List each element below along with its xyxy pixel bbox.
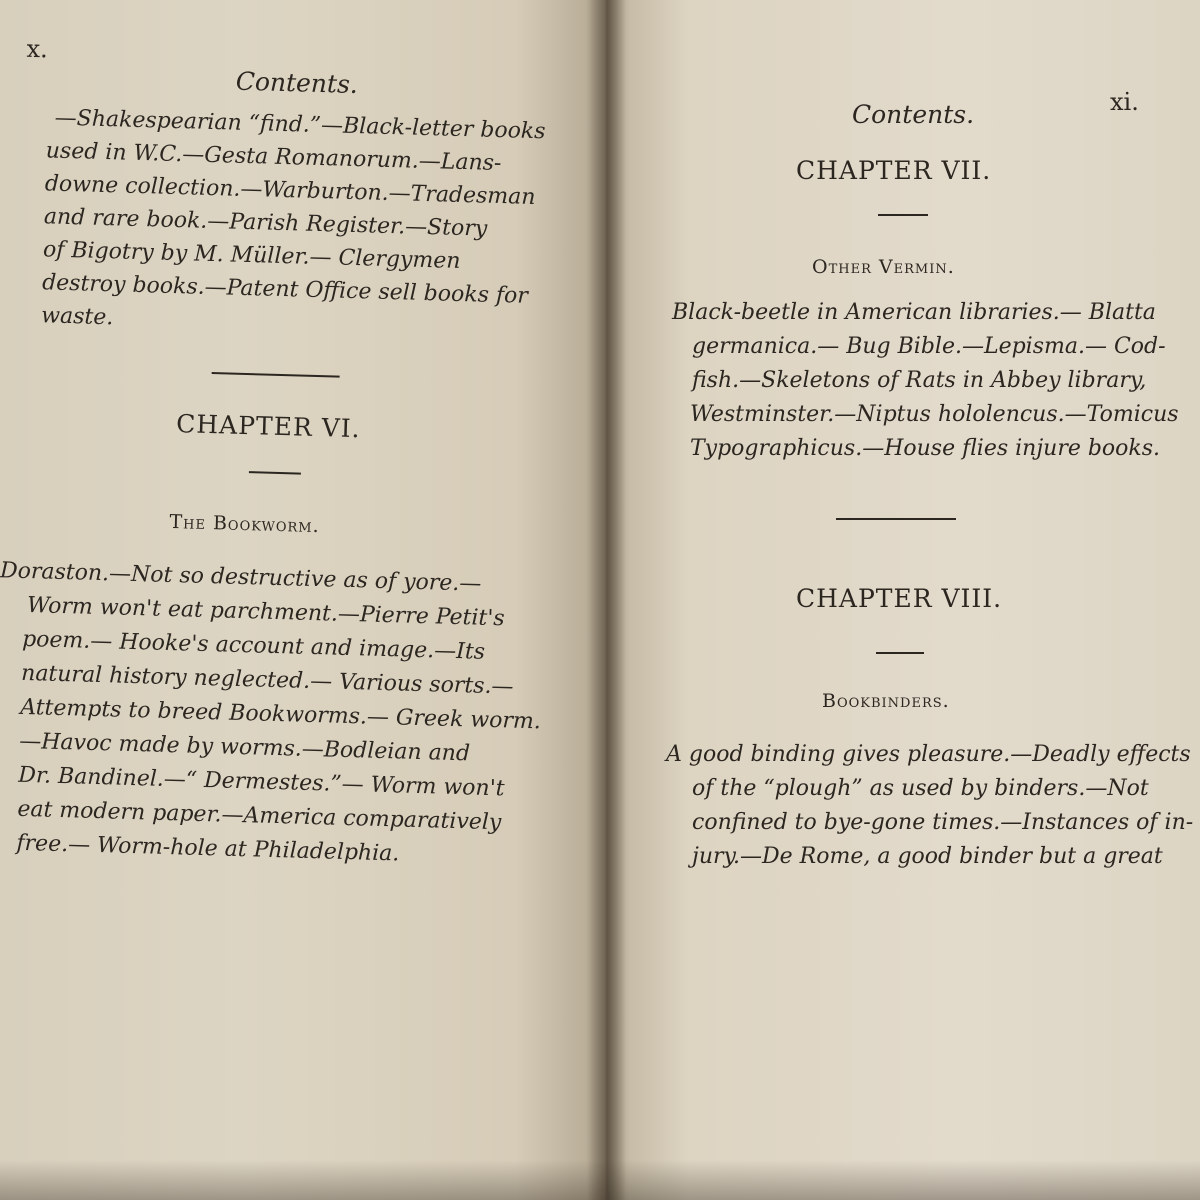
- left-running-head: Contents.: [235, 66, 359, 100]
- contents-line: Worm won't eat parchment.—Pierre Petit's: [26, 592, 505, 632]
- contents-line: —Shakespearian “find.”—Black-letter books: [54, 105, 546, 145]
- chapter-heading: CHAPTER VII.: [796, 156, 992, 185]
- contents-line: waste.: [40, 303, 114, 331]
- right-page-number: xi.: [1110, 88, 1139, 116]
- contents-line: and rare book.—Parish Register.—Story: [43, 204, 488, 242]
- contents-line: germanica.— Bug Bible.—Lepisma.— Cod-: [692, 334, 1166, 359]
- chapter-title: Bookbinders.: [822, 690, 950, 712]
- contents-line: Typographicus.—House flies injure books.: [690, 436, 1161, 461]
- section-rule: [836, 518, 956, 520]
- chapter-heading: CHAPTER VIII.: [796, 584, 1003, 613]
- contents-line: poem.— Hooke's account and image.—Its: [21, 626, 486, 665]
- contents-line: eat modern paper.—America comparatively: [17, 796, 502, 836]
- contents-line: Black-beetle in American libraries.— Blatta: [672, 300, 1156, 325]
- chapter-rule: [249, 471, 301, 474]
- contents-line: confined to bye-gone times.—Instances of in-: [692, 810, 1194, 835]
- right-page: [606, 0, 1200, 1200]
- section-rule: [212, 372, 340, 378]
- right-running-head: Contents.: [852, 100, 975, 129]
- contents-line: free.— Worm-hole at Philadelphia.: [16, 830, 400, 867]
- contents-line: jury.—De Rome, a good binder but a great: [692, 844, 1163, 869]
- contents-line: destroy books.—Patent Office sell books for: [41, 270, 529, 309]
- chapter-rule: [878, 214, 928, 216]
- left-page-number: x.: [26, 34, 49, 64]
- left-page-text: [0, 0, 606, 867]
- contents-line: natural history neglected.— Various sorts.—: [20, 660, 514, 700]
- contents-line: —Havoc made by worms.—Bodleian and: [18, 728, 471, 767]
- contents-line: Doraston.—Not so destructive as of yore.—: [0, 558, 482, 597]
- contents-line: Westminster.—Niptus hololencus.—Tomicus: [690, 402, 1179, 427]
- chapter-heading: CHAPTER VI.: [175, 409, 361, 444]
- contents-line: Attempts to breed Bookworms.— Greek worm.: [19, 694, 542, 735]
- contents-line: of Bigotry by M. Müller.— Clergymen: [42, 237, 461, 274]
- contents-line: of the “plough” as used by binders.—Not: [692, 776, 1149, 801]
- contents-line: fish.—Skeletons of Rats in Abbey library,: [692, 368, 1147, 393]
- contents-line: downe collection.—Warburton.—Tradesman: [44, 171, 536, 211]
- chapter-rule: [876, 652, 924, 654]
- chapter-title: Other Vermin.: [812, 256, 955, 278]
- contents-line: used in W.C.—Gesta Romanorum.—Lans-: [45, 138, 502, 177]
- chapter-title: The Bookworm.: [169, 510, 320, 538]
- contents-line: A good binding gives pleasure.—Deadly effects: [666, 742, 1191, 767]
- contents-line: Dr. Bandinel.—“ Dermestes.”— Worm won't: [18, 762, 505, 802]
